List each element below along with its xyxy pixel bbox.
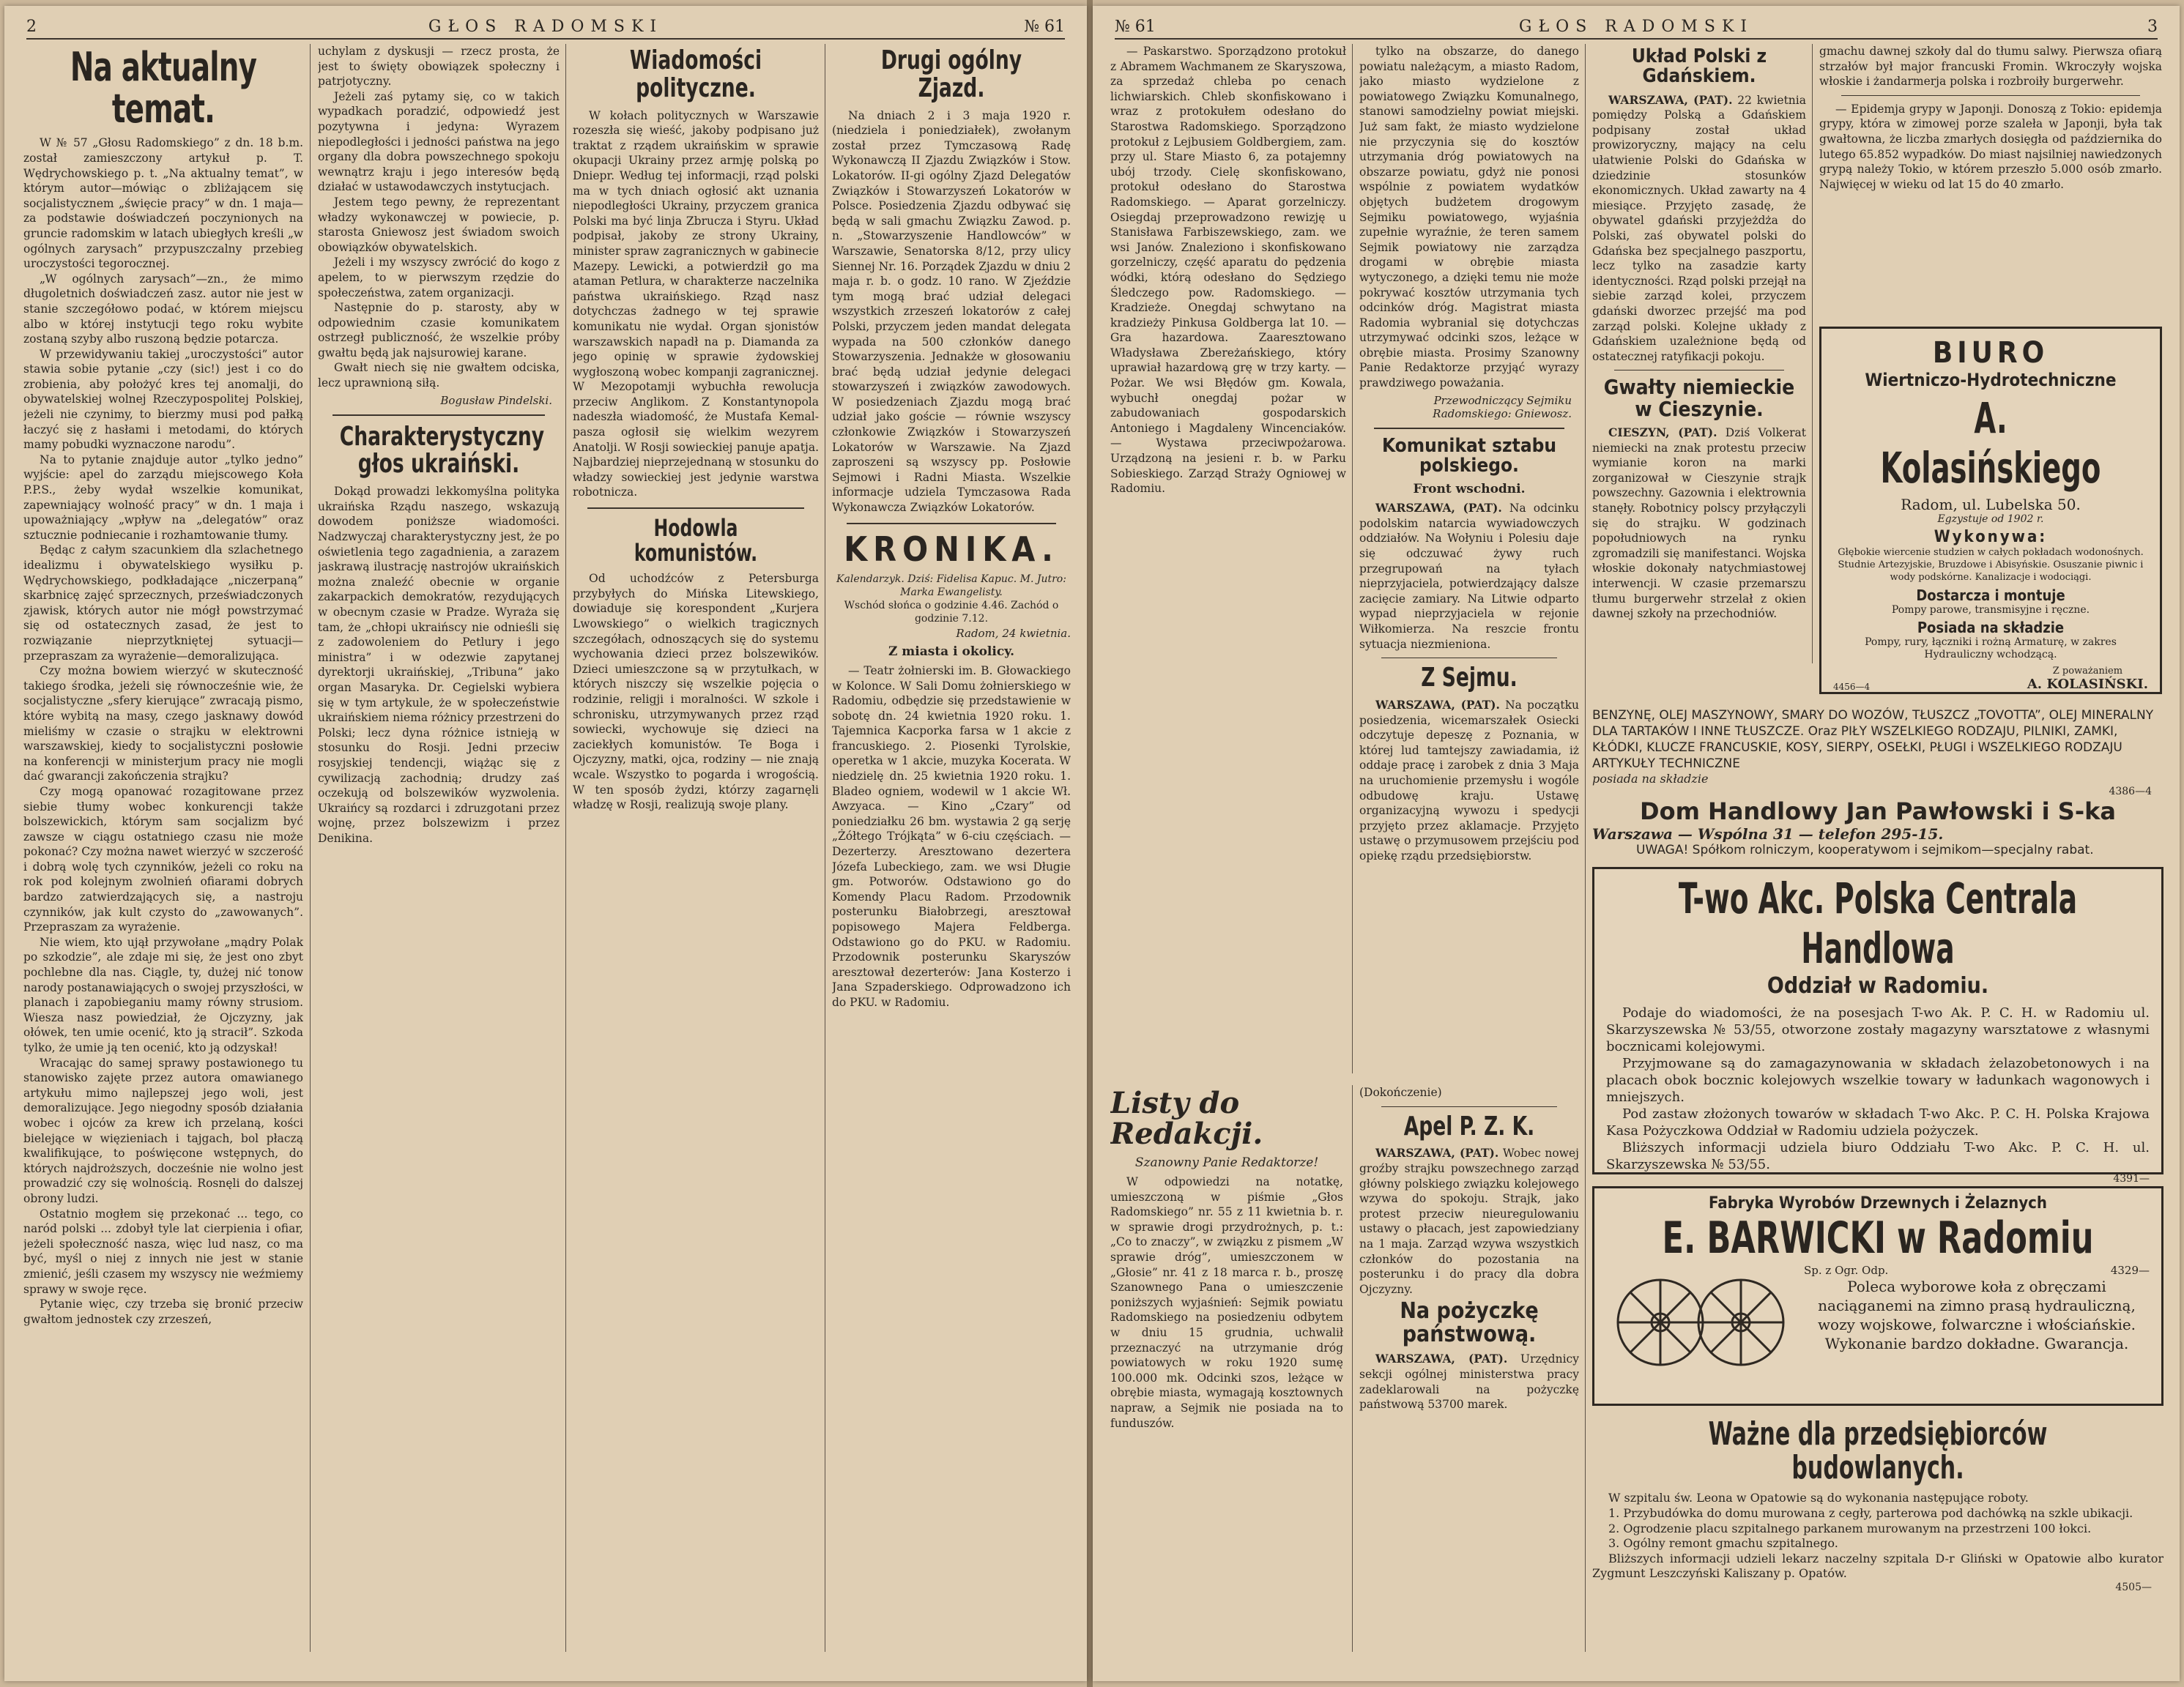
ad-label: Posiada na składzie [1917, 619, 2065, 636]
column-1 [23, 44, 303, 1659]
article-paragraph: Nie wiem, kto ujął przywołane „mądry Polak po szkodzie”, ale zdaje mi się, że jest ono zbyt pochlebne dla nas. Ciągle, ty, dużej nić tonow narody postanawiających o swojej przyszłości, w planach i zapobieganiu mamy równy strusiom. Wiesza nasz powiedział, że Ojczyzny, jak ołówek, ten umie ocenić, kto ją stracił”. Szkoda tylko, że umie ją ten ocenić, kto ją odzyskał! [23, 935, 303, 1054]
ad-subtitle: Oddział w Radomiu. [1767, 973, 1989, 999]
article-paragraph: Pytanie więc, czy trzeba się bronić przeciw gwałtom jednostek czy zrzeszeń, [23, 1297, 303, 1326]
article-paragraph: Wracając do samej sprawy postawionego tu stanowisko zajęte przez autora omawianego artykułu mimo najlepszej jego woli, jest demoralizujące. Jego niegodny sposób działania wobec i ojców za krew ich przelaną, kości bielejące w więzieniach i tajgach, bol płaczą kwalifikujące, to poświęcone wstępnych, do których najdroższych, docześnie nie wolno jest prowadzić czy się wolnością. Rosnęli do dalszej obrony ludzi. [23, 1056, 303, 1205]
column-2 [1359, 44, 1579, 1081]
ad-pawlowski [1592, 707, 2163, 857]
sunrise-note: Wschód słońca o godzinie 4.46. Zachód o godzinie 7.12. [844, 599, 1059, 625]
article-body: Na początku posiedzenia, wicemarszałek Osiecki odczytuje depeszę z Poznania, w której lud tamtejszy zawiadamia, iż oddaje pracę i zarobek z dnia 3 Maja na uruchomienie przemysłu i wogóle odbudowę kraju. Ustawę organizacyjną wywozu i spedycji przyjęto przez aklamacje. Przyjęto ustawę o przymusowem przejściu pod opiekę rządu przedsiębiorstw. [1359, 698, 1579, 863]
article-body: Wobec nowej groźby strajku powszechnego zarząd główny polskiego związku kolejowego wzywa do spokoju. Strajk, jako protest przeciw nieuregulowaniu ustawy o płacach, jest zapowiedziany na 1 maja. Zarząd wzywa wszystkich członków do pozostania na posterunku i do pracy dla dobra Ojczyzny. [1359, 1147, 1579, 1296]
ad-paragraph: Przyjmowane są do zamagazynowania w składach żelazobetonowych i na placach obok bocznic kolejowych wszelkie towary w ładunkach wagonowych i mniejszych. [1606, 1056, 2150, 1105]
article-body: gmachu dawnej szkoły dal do tłumu salwy. Pierwsza ofiarą strzałów był major francuski Fromin. Wkroczyły wojska włoskie i żandarmerja polska i rozbroiły burgerwehr. [1819, 45, 2162, 89]
ad-note: UWAGA! Spółkom rolniczym, kooperatywom i sejmikom—specjalny rabat. [1636, 843, 2094, 857]
dateline: Radom, 24 kwietnia. [956, 626, 1071, 640]
page-number: 3 [2147, 18, 2158, 36]
article-paragraph: Będąc z całym szacunkiem dla szlachetnego idealizmu i obywatelskiego wysiłku p. Wędrychowskiego, podkładające „niczerpaną” skarbnicę zajęć sprzecznych, przeświadczonych zjawisk, których autor nie mógł powstrzymać się od ostatecznych zasad, że jest to rozwiązanie nieprzytkniętej sytuacji—przepraszam za wyrażenie—demoralizująca. [23, 543, 303, 663]
ad-wazne-dla-przedsiebiorcow [1592, 1416, 2163, 1665]
ad-since: Egzystuje od 1902 r. [1937, 513, 2044, 525]
article-paragraph: Następnie do p. starosty, aby w odpowiednim czasie komunikatem ostrzegł publiczność, że wszelkie próby gwałtu będą jak najsurowiej karane. [318, 301, 560, 360]
ad-company-name: T-wo Akc. Polska Centrala Handlowa [1678, 874, 2078, 973]
headline-wiadomosci-polityczne: Wiadomości polityczne. [629, 45, 762, 103]
article-body: — Epidemja grypy w Japonji. Donoszą z Tokio: epidemja grypy, która w zimowej porze szaleła w Japonji, była tak gwałtowna, że liczba zmarłych dosięgła od października do lutego 65.852 wypadków. Do miast najsilniej nawiedzonych grypą należy Tokio, w którem przeszło 5.000 osób zmarło. Najwięcej w wieku od lat 15 do 40 zmarło. [1819, 102, 2162, 191]
ad-products: BENZYNĘ, OLEJ MASZYNOWY, SMARY DO WOZÓW, TŁUSZCZ „TOVOTTA”, OLEJ MINERALNY DLA TARTAKÓW I INNE TŁUSZCZE. Oraz PIŁY WSZELKIEGO RODZAJU, PILNIKI, ZAMKI, KŁÓDKI, KLUCZE FRANCUSKIE, KOSY, SIERPY, OSEŁKI, PŁUGI i WSZELKIEGO RODZAJU ARTYKUŁY TECHNICZNE [1592, 708, 2154, 771]
dateline: WARSZAWA, (PAT). [1375, 1352, 1508, 1366]
ad-label: Dostarcza i montuje [1916, 586, 2065, 604]
article-paragraph: Gwałt niech się nie gwałtem odciska, lecz uprawnioną siłą. [318, 361, 560, 390]
headline-hodowla-komunistow: Hodowla komunistów. [634, 514, 758, 567]
headline-komunikat-sztabu: Komunikat sztabu polskiego. [1382, 434, 1556, 477]
ad-number: 4505— [2115, 1581, 2152, 1593]
ad-barwicki [1592, 1186, 2163, 1406]
column-rule [1812, 44, 1813, 663]
column-rule [1585, 44, 1586, 1652]
column-3 [1592, 44, 1806, 671]
ad-company-name: Dom Handlowy Jan Pawłowski i S-ka [1640, 797, 2116, 825]
ad-signature: A. KOLASIŃSKI. [2027, 677, 2148, 692]
headline-gwalty-niemieckie: Gwałty niemieckie w Cieszynie. [1603, 375, 1795, 421]
article-body: 22 kwietnia pomiędzy Polską a Gdańskiem podpisany został układ prowizoryczny, mający na celu ułatwienie Polski do Gdańska w dziedzinie stosunków ekonomicznych. Układ zawarty na 4 miesiące. Przyjęto zasadę, że obywatel gdański przyjeżdża do Polski, zaś obywatel polski do Gdańska bez specjalnego paszportu, lecz tylko na zasadzie karty identyczności. Rząd polski przejął na siebie zarząd kolei, przyczem gdański dworzec przejść ma pod zarząd polski. Kolejne układy z Gdańskiem uzależnione będą od ostatecznej ratyfikacji pokoju. [1592, 93, 1806, 363]
ad-stock-note: posiada na składzie [1592, 772, 1709, 786]
newspaper-title: GŁOS RADOMSKI [1518, 18, 1754, 36]
ad-subtitle: Wiertniczo-Hydrotechniczne [1865, 370, 2117, 390]
headline-listy-do-redakcji: Listy do Redakcji. [1110, 1086, 1263, 1151]
ad-paragraph: Podaje do wiadomości, że na posesjach T-wo Ak. P. C. H. w Radomiu ul. Skarzyszewska № 53/55, otworzone zostały magazyny warsztatowe z własnymi bocznicami kolejowymi. [1606, 1005, 2150, 1054]
article-paragraph: W przewidywaniu takiej „uroczystości” autor stawia sobie pytanie „czy (sic!) jest i co do zrobienia, aby położyć kres tej anomalji, do obywatelskiej wolnej Rzeczypospolitej Polskiej, jeżeli nie czynimy, to bierzmy musi pod pałką łaczyć się z hasłami i metodami, do których mamy pobudki wyznaczone narodu”. [23, 347, 303, 452]
letter-signature: Przewodniczący Sejmiku Radomskiego: Gniewosz. [1433, 393, 1572, 420]
headline-kronika: KRONIKA. [844, 529, 1059, 569]
divider [1841, 95, 2140, 96]
article-paragraph: uchylam z dyskusji — rzecz prosta, że jest to święty obowiązek społeczny i patrjotyczny. [318, 45, 560, 89]
divider [1381, 1106, 1557, 1107]
lower-column-2 [1359, 1085, 1579, 1659]
article-paragraph: Jestem tego pewny, że reprezentant władzy wykonawczej w powiecie, p. starosta Gniewosz jest świadom swoich obowiązków obywatelskich. [318, 195, 560, 254]
ad-headline: Ważne dla przedsiębiorców budowlanych. [1708, 1415, 2048, 1487]
headline-z-sejmu: Z Sejmu. [1421, 663, 1518, 693]
article-paragraph: W № 57 „Głosu Radomskiego” z dn. 18 b.m. został zamieszczony artykuł p. T. Wędrychowskiego p. t. „Na aktualny temat”, w którym autor—mówiąc o zbliżającem się socjalistycznem „święcie pracy” w dn. 1 maja—za podstawie doświadczeń poczynionych na gruncie radomskim w latach ubiegłych kreśli „w ogólnych zarysach” przypuszczalny przebieg uroczystości tegorocznej. [23, 136, 303, 271]
column-rule [310, 44, 311, 1652]
ad-paragraph: Pod zastaw złożonych towarów w składach T-wo Akc. P. C. H. Polska Krajowa Kasa Pożyczkowa Oddział w Radomiu udziela pożyczek. [1606, 1106, 2150, 1139]
ad-label: Wykonywa: [1934, 528, 2048, 546]
ad-services: Głębokie wiercenie studzien w całych pokładach wodonośnych. Studnie Artezyjskie, Bruzdowe i Abisyńskie. Osuszanie piwnic i wody podskórne. Kanalizacje i wodociągi. [1838, 547, 2144, 583]
article-body: Dokąd prowadzi lekkomyślna polityka ukraińska Rządu naszego, wskazują dowodem poniższe wiadomości. Nadzwyczaj charakterystyczny jest, że po oświetlenia tego zagadnienia, a zarazem jaskrawą ilustrację nastrojów ukraińskich można znaleźć obecnie w organie zakarpackich demokratów, rezydujących w obecnym czasie w Pradze. Wyraża się tam, że „chłopi ukraińscy nie odnieśli się z zadowoleniem do Petlury i jego ministra” i w odezwie zapytanej dyrektorji ukraińskiej, „Tribuna” jako organ Masaryka. Dr. Cegielski wybiera się w tym artykule, że w społeczeństwie ukraińskiem niema różnicy przestrzeni do Polski; lecz dyna różnice istnieją w stosunku do Rosji. Jedni przeciw rosyjskiej tendencji, wiążąc się z cywilizacją zachodnią; drudzy zaś oczekują od bolszewików wyzwolenia. Ukraińcy są rozdarci i zdruzgotani przez wojnę, przez bolszewizm i przez Denikina. [318, 485, 560, 845]
issue-number: № 61 [1115, 18, 1156, 36]
article-paragraph: Ostatnio mogłem się przekonać ... tego, co naród polski ... zdobył tyle lat cierpienia i ofiar, jeżeli społeczność nasza, więc lud nasz, co ma być, myśl o niej z innych nie jest w stanie zmienić, jeśli czasem my wszyscy nie weźmiemy sprawy w swoje ręce. [23, 1207, 303, 1296]
ad-company-form: Sp. z Ogr. Odp. [1804, 1264, 1889, 1277]
page-number: 2 [26, 18, 37, 36]
ad-services: Pompy parowe, transmisyjne i ręczne. [1891, 604, 2090, 616]
ad-number: 4456—4 [1833, 682, 1871, 692]
column-rule [1352, 44, 1353, 1073]
headline-na-pozyczke: Na pożyczkę państwową. [1400, 1298, 1539, 1347]
ad-top-line: Fabryka Wyrobów Drzewnych i Żelaznych [1709, 1194, 2047, 1213]
issue-number: № 61 [1024, 18, 1065, 36]
article-body: W kołach politycznych w Warszawie rozeszła się wieść, jakoby podpisano już traktat z rządem ukraińskim w sprawie okupacji Ukrainy przez armję polską po Dniepr. Według tej informacji, rząd polski ma w tych dniach ogłosić akt uznania niepodległości Ukrainy, przyczem granica Polski ma być linja Zbrucza i Styru. Układ podpisał, jakoby ze strony Ukrainy, minister spraw zagranicznych w gabinecie Mazepy. Lewicki, a potwierdził go ma ataman Petlura, w charakterze naczelnika państwa ukraińskiego. Rząd nasz dotychczas żadnego w tej sprawie komunikatu nie wydał. Organ sjonistów warszawskich napadł na p. Diamanda za jego opinię w sprawie żydowskiej wygłoszoną wobec kompanji zagranicznej. W Mezopotamji wybuchła rewolucja przeciw Anglikom. Z Konstantynopola nadeszła wiadomość, że Mustafa Kemal-pasza ogłosił się wielkim wezyrem Anatolji. W Rosji sowieckiej panuje apatja. Najbardziej nieprzejednaną w stosunku do władzy sowieckiej jest jedynie warstwa robotnicza. [573, 108, 819, 499]
article-paragraph: Jeżeli zaś pytamy się, co w takich wypadkach poradzić, odpowiedź jest pozytywna i jedyna: Wyrazem niepodległości i jedności państwa na jego organy dla dobra powszechnego spokoju wewnątrz kraju i jego interesów będą działać w ustawodawczych instytucjach. [318, 89, 560, 194]
ad-address: Radom, ul. Lubelska 50. [1901, 496, 2081, 513]
column-3 [573, 44, 819, 1659]
ad-paragraph: Polecа wyborowe koła z obręczami naciąganemi na zimno prasą hydrauliczną, wozy wojskowe, folwarczne i włościańskie. Wykonanie bardzo dokładne. Gwarancja. [1817, 1278, 2136, 1352]
article-body: Od uchodźców z Petersburga przybyłych do Mińska Litewskiego, dowiaduje się korespondent „Kurjera Lwowskiego” o wielkich tragicznych szczegółach, odnoszących się do systemu wychowania dzieci przez bolszewików. Dzieci umieszczone są w przytułkach, w których niszczy się wszelkie pojęcia o rodzinie, religji i moralności. W szkole i schronisku, utrzymywanych przez rząd sowiecki, wychowuje się dzieci na zaciekłych komunistów. Te Boga i Ojczyzny, matki, ojca, rodziny — nie znają wcale. Wszystko to pogarda i wrogością. W ten sposób żydzi, którzy zagarnęli władzę w Rosji, realizują swoje plany. [573, 572, 819, 812]
article-paragraph: Czy można bowiem wierzyć w skuteczność takiego środka, jeżeli się równocześnie wie, że socjalistyczne „sfery kierujące” zwracają pismo, które wybitą na masy, czego jasknawy dowód mieliśmy w czasie o strajku w elektrowni warszawskiej, kiedy to socjalistyczni posłowie na konferencji w ministerjum pracy nie mogli dać gwarancji zakończenia strajku? [23, 664, 303, 783]
ad-item: 1. Przybudówka do domu murowana z cegły, parterowa pod dachówką na szkle ubikacji. [1608, 1505, 2133, 1520]
ad-number: 4386—4 [2109, 786, 2152, 797]
letter-continued: (Dokończenie) [1359, 1086, 1442, 1099]
ad-number: 4329— [2110, 1264, 2150, 1277]
page-gutter [1087, 0, 1093, 1687]
article-body: tylko na obszarze, do danego powiatu należącym, a miasto Radom, jako miasto wydzielone z powiatowego Związku Komunalnego, stanowi samodzielny powiat miejski. Już sam fakt, że miasto wydzielone nie przyczynia się do kosztów utrzymania dróg powiatowych na obszarze powiatu, gdyż nie ponosi wspólnie z powiatem wydatków objętych budżetem drogowym Sejmiku powiatowego, wyjaśnia zupełnie wyraźnie, że teren samem Sejmik powiatowy nie zarządza drogami w obrębie miasta wytyczonego, a dzięki temu nie może pokrywać kosztów utrzymania tych odcinków dróg. Magistrat miasta Radomia wybranial się dotychczas utrzymywać odcinki szos, leżące w obrębie miasta. Prosimy Szanowny Panie Redaktorze przyjąć wyrazy prawdziwego poważania. [1359, 45, 1579, 390]
ad-address: Warszawa — Wspólna 31 — telefon 295-15. [1592, 825, 1944, 843]
dateline: WARSZAWA, (PAT). [1375, 697, 1500, 712]
column-rule [1352, 1085, 1353, 1652]
newspaper-title: GŁOS RADOMSKI [428, 18, 664, 36]
article-body: Na dniach 2 i 3 maja 1920 r. (niedziela i poniedziałek), zwołanym został przez Tymczasową Radę Wykonawczą II Zjazdu Związków i Stow. Lokatorów. II-gi ogólny Zjazd Delegatów Związków i Stowarzyszeń Lokatorów w Polsce. Posiedzenia Zjazdu odbywać się będą w sali gmachu Związku Zawod. p. n. „Stowarzyszenie Handlowców” w Warszawie, Senatorska 8/12, przy ulicy Siennej Nr. 16. Porządek Zjazdu w dniu 2 maja r. b. o godz. 10 rano. W Zjeździe tym mogą brać udział delegaci wszystkich zrzeszeń lokatorów z całej Polski, przyczem jeden mandat delegata wypada na 500 członków danego Stowarzyszenia. Jednakże w głosowaniu brać będą udział jedynie delegaci stowarzyszeń i związków zawodowych. W posiedzeniach Zjazdu mogą brać udział jako goście — równie wszyscy członkowie Związków i Stowarzyszeń Lokatorów w Warszawie. Na Zjazd zaproszeni są wszyscy pp. Posłowie Sejmowi i Radni Miasta. Wszelkie informacje udziela Tymczasowa Rada Wykonawcza Związków Lokatorów. [832, 108, 1071, 515]
headline-charakterystyczny-glos: Charakterystyczny głos ukraiński. [339, 421, 545, 480]
divider [847, 523, 1056, 524]
ad-title: BIURO [1932, 336, 2049, 370]
headline-drugi-ogolny-zjazd: Drugi ogólny Zjazd. [880, 45, 1022, 103]
ad-company-name: A. Kolasińskiego [1880, 393, 2101, 493]
calendar-note: Kalendarzyk. Dziś: Fidelisa Kapuc. M. Jutro: Marka Ewangelisty. [836, 573, 1066, 598]
article-body: W odpowiedzi na notatkę, umieszczoną w piśmie „Głos Radomskiego” nr. 55 z 11 kwietnia b. r. w sprawie drogi przydrożnych, p. t.: „Co to znaczy”, w związku z pismem „W sprawie dróg”, umieszczonem w „Głosie” nr. 41 z 18 marca r. b., proszę Szanownego Pana o umieszczenie poniższych wyjaśnień: Sejmik powiatu Radomskiego na posiedzeniu odbytem w dniu 15 grudnia, uchwalił przeznaczyć na utrzymanie dróg powiatowych w roku 1920 sumę 100.000 mk. Odcinki szos, leżące w obrębie miasta, wymagają kosztownych napraw, a Sejmik nie posiada na to funduszów. [1110, 1175, 1343, 1430]
divider [1374, 428, 1564, 429]
article-body: Na odcinku podolskim natarcia wywiadowczych oddziałów. Na Wołyniu i Polesiu daje się odczuwać żywy ruch przegrupowań na tyłach nieprzyjaciela, potwierdzający dalsze zacięcie zamiary. Na Litwie odparto wypad nieprzyjaciela w rejonie Wiłkomierza. Na reszcie frontu sytuacja niezmieniona. [1359, 502, 1579, 651]
dateline: WARSZAWA, (PAT). [1375, 1146, 1499, 1161]
article-paragraph: Na to pytanie znajduje autor „tylko jedno” wyjście: apel do zarządu miejscowego Koła P.P.S., żeby wydał wszelkie komunikat, zapewniający wolność pracy” w dn. 1 maja i upoważniający „wpływ na „delegatów” oraz sztucznie podniecanie i rozhamtowanie tłumy. [23, 453, 303, 542]
ad-centrala-handlowa [1592, 867, 2163, 1185]
column-2 [318, 44, 560, 1659]
ad-regards: Z poważaniem [2052, 666, 2123, 677]
dateline: CIESZYN, (PAT). [1608, 425, 1717, 440]
article-body: Dziś Volkerat niemiecki na znak protestu przeciw wymianie koron na marki zorganizował w Cieszynie strajk powszechny. Gazownia i elektrownia stanęły. Robotnicy polscy przyłączyli się do strajku. W godzinach popołudniowych na rynku zgromadzili się manifestanci. Wojska włoskie dokonały natychmiastowej interwencji. W czasie przemarszu tłumu burgerwehr strzelał z okien dawnej szkoły na przechodniów. [1592, 426, 1806, 621]
article-body: — Teatr żołnierski im. B. Głowackiego w Kolonce. W Sali Domu żołnierskiego w Radomiu, odbędzie się przedstawienie w sobotę dn. 24 kwietnia 1920 roku. 1. Tajemnica Kacporka farsa w 1 akcie z francuskiego. 2. Piosenki Tyrolskie, operetka w 1 akcie, muzyka Kocerata. W niedzielę dn. 25 kwietnia 1920 roku. 1. Bladeo ogniem, wodewil w 1 akcie Wł. Awzyaca. — Kino „Czary” od poniedziałku 26 bm. wystawia 2 gą serję „Żółtego Trójkąta” w 6-ciu częściach. — Dezerterzy. Aresztowano dezertera Józefa Lubeckiego, zam. we wsi Długie gm. Potworów. Odstawiono go do Komendy Placu Radom. Przodownik posterunku Białobrzegi, aresztował popisowego Majera Feldberga. Odstawiono go do PKU. w Radomiu. Przodownik posterunku Skaryszów aresztował dezerterów: Jana Kosterzo i Jana Szpaderskiego. Odprowadzono ich do PKU. w Radomiu. [832, 663, 1071, 1009]
article-paragraph: Czy mogą opanować rozagitowane przez siebie tłumy wobec konkurencji także bolszewickich, którym sam socjalizm być zawsze w ciągu ostatniego czasu nie może pokonać? Czy można nawet wierzyć w szczerość i dobrą wolę tych czynników, jeżeli co roku na rok pod kolejnym zwolnień ofiarami dobrych bardzo zatwierdzających się, a nastroju czynników, jak kult czysto do „zawowanych”. Przepraszam za wyrażenie. [23, 784, 303, 934]
section-heading: Z miasta i okolicy. [888, 644, 1015, 659]
column-rule [565, 44, 566, 1652]
column-4 [1819, 44, 2162, 290]
article-body: — Paskarstwo. Sporządzono protokuł z Abramem Wachmanem ze Skaryszowa, za sprzedaż chleba po cenach lichwiarskich. Chleb skonfiskowano i wraz z protokułem odesłano do Starostwa Radomskiego. Sporządzono protokuł z Lejbusiem Goldbergiem, zam. przy ul. Stare Miasto 6, za potajemny ubój trzody. Cielę skonfiskowano, protokuł odesłano do Starostwa Radomskiego. — Aparat gorzelniczy. Osiegdaj przeprowadzono rewizję u Stanisława Farbiszewskiego, zam. we wsi Janów. Znaleziono i skonfiskowano gorzelniczy, część aparatu do pędzenia wódki, którą odesłano do Sędziego Śledczego pow. Radomskiego. — Kradzieże. Onegdaj schwytano na kradzieży Pinkusa Goldberga lat 10. — Gra hazardowa. Zaaresztowano Władysława Zbereżańskiego, który uprawiał hazardową grę w trzy karty. — Pożar. We wsi Błędów gm. Kowala, wybuchł onegdaj pożar w zabudowaniach gospodarskich Antoniego i Magdaleny Wincenciaków. — Wystawa przeciwpożarowa. Urządzoną na jesieni r. b. w Parku Sobieskiego. Zarząd Straży Ogniowej w Radomiu. [1110, 45, 1346, 496]
right-page [1093, 6, 2180, 1681]
article-paragraph: Jeżeli i my wszyscy zwrócić do kogo z apelem, to w pierwszym rzędzie do społeczeństwa, zatem organizacji. [318, 256, 560, 299]
ad-biuro-kolasinski [1819, 327, 2162, 694]
ad-number: 4391— [2113, 1173, 2150, 1185]
divider [587, 507, 804, 509]
article-paragraph: „W ogólnych zarysach”—zn., że mimo długoletnich doświadczeń zasz. autor nie jest w stanie szczegółowo podać, w którem miejscu albo w której instytucji tego roku wybite zostaną szyby albo ruszoną będzie potarcza. [23, 272, 303, 346]
divider [333, 414, 545, 416]
column-1 [1110, 44, 1346, 1081]
running-header-right [1115, 16, 2158, 40]
ad-item: 3. Ogólny remont gmachu szpitalnego. [1608, 1536, 1838, 1551]
headline-uklad-polski-z-gdanskiem: Układ Polski z Gdańskiem. [1631, 45, 1767, 88]
dateline: WARSZAWA, (PAT). [1608, 92, 1733, 107]
ad-intro: W szpitalu św. Leona w Opatowie są do wykonania następujące roboty. [1608, 1491, 2029, 1505]
dateline: WARSZAWA, (PAT). [1375, 501, 1502, 515]
ad-paragraph: Bliższych informacji udziela biuro Oddziału T-wo Akc. P. C. H. ul. Skarzyszewska № 53/55. [1606, 1140, 2150, 1172]
lower-column-1 [1110, 1085, 1343, 1659]
left-page [4, 6, 1087, 1681]
ad-outro: Bliższych informacji udzieli lekarz naczelny szpitala D-r Gliński w Opatowie albo kurator Zygmunt Leszczyński Kaliszany p. Opatów. [1592, 1551, 2163, 1581]
article-body: Urzędnicy sekcji ogólnej ministerstwa pracy zadeklarowali na pożyczkę państwową 53700 marek. [1359, 1352, 1579, 1412]
headline-na-aktualny-temat: Na aktualny temat. [70, 44, 257, 132]
author-signature: Bogusław Pindelski. [440, 393, 552, 407]
ad-services: Pompy, rury, łączniki i rożną Armaturę, w zakres Hydrauliczny wchodzącą. [1865, 636, 2117, 660]
headline-apel-pzk: Apel P. Z. K. [1403, 1111, 1535, 1142]
letter-greeting: Szanowny Panie Redaktorze! [1134, 1155, 1319, 1170]
column-4 [832, 44, 1071, 1659]
ad-item: 2. Ogrodzenie placu szpitalnego parkanem murowanym na przestrzeni 100 łokci. [1608, 1521, 2092, 1535]
front-label: Front wschodni. [1413, 482, 1526, 497]
running-header-left [26, 16, 1065, 40]
wheels-illustration [1609, 1264, 1792, 1374]
ad-company-name: E. BARWICKI w Radomiu [1662, 1213, 2094, 1264]
